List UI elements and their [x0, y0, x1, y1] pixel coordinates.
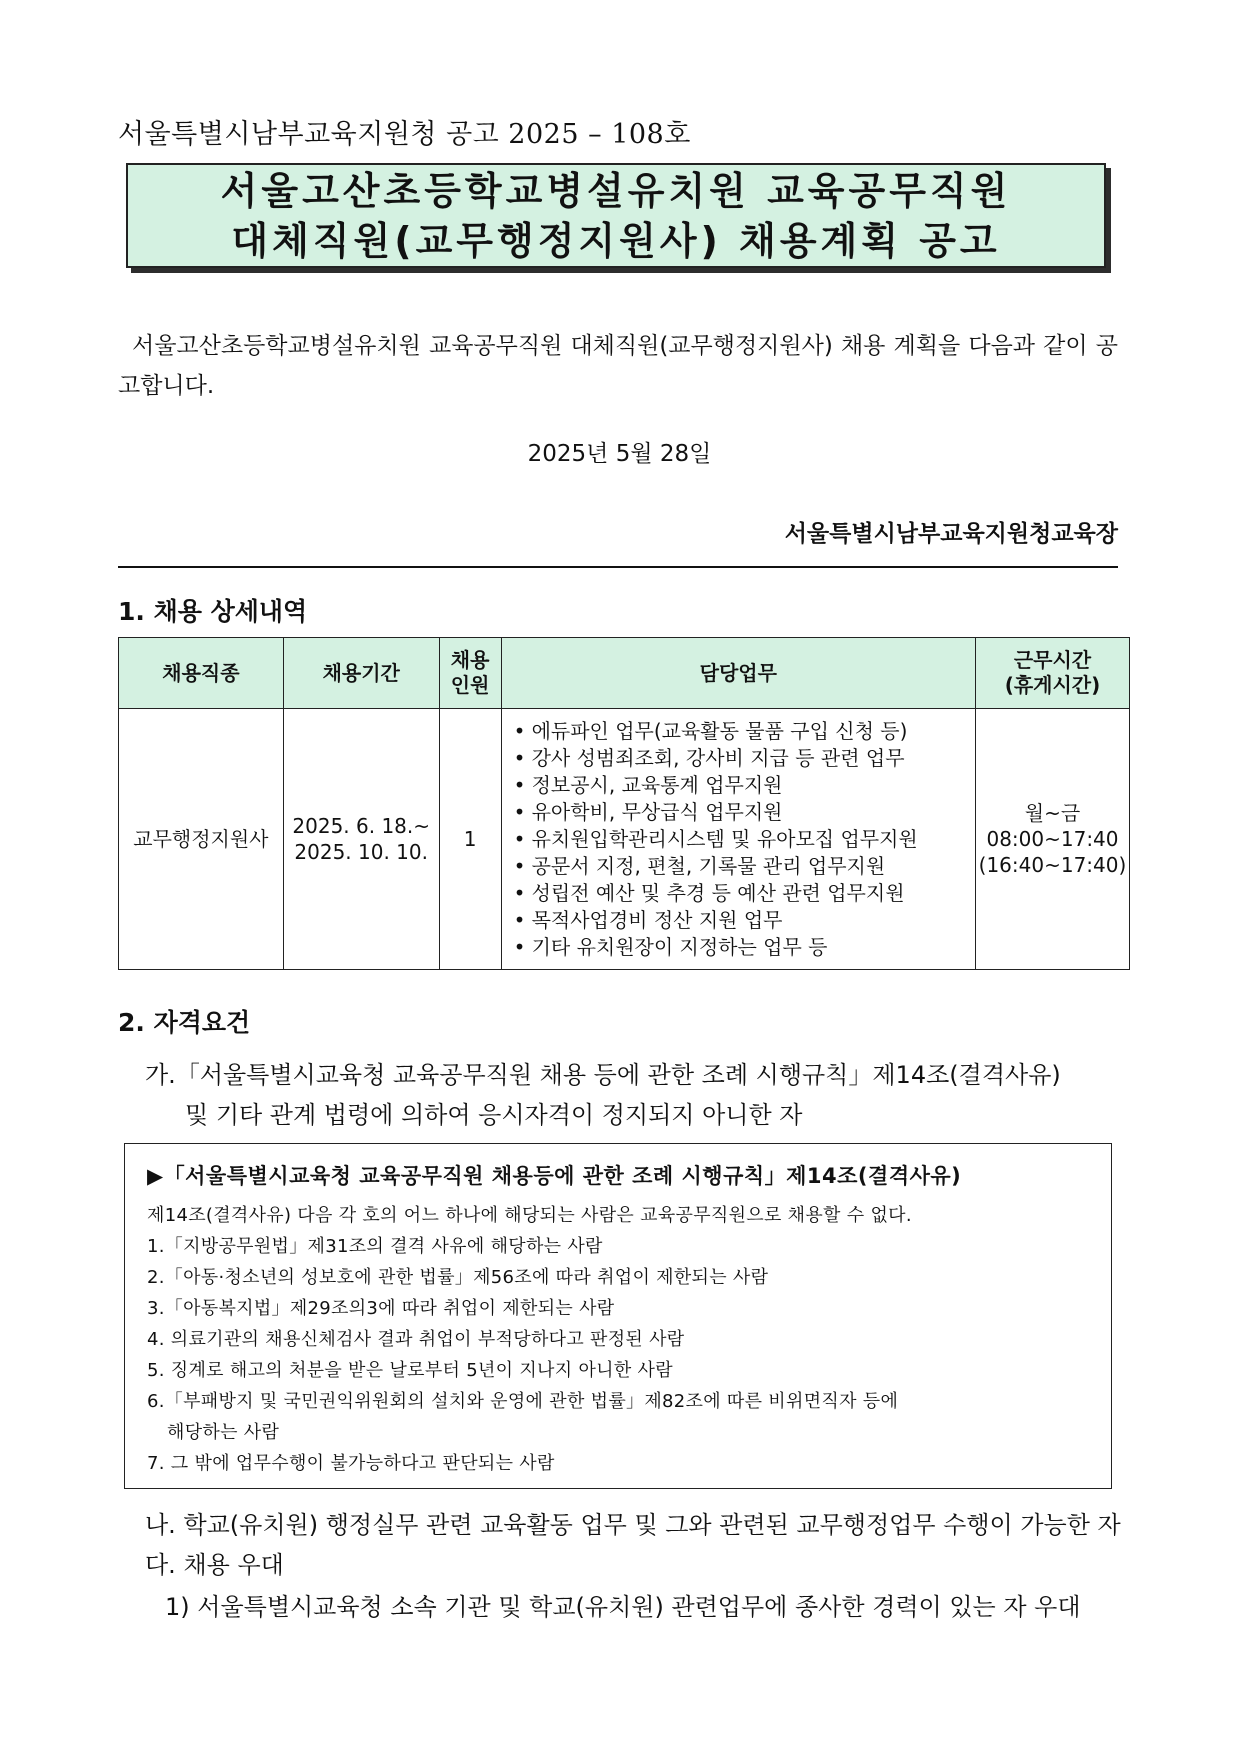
- work-hours: 08:00~17:40: [986, 827, 1119, 851]
- list-item: • 목적사업경비 정산 지원 업무: [514, 907, 974, 934]
- law-line: 7. 그 밖에 업무수행이 불가능하다고 판단되는 사람: [147, 1453, 555, 1474]
- qualification-a: [145, 1055, 1125, 1135]
- cell-duties: [501, 709, 975, 970]
- list-item: • 정보공시, 교육통계 업무지원: [514, 772, 974, 799]
- title-line-2: 대체직원(교무행정지원사) 채용계획 공고: [231, 218, 1001, 263]
- cell-hours: [975, 709, 1129, 970]
- list-item: • 성립전 예산 및 추경 등 예산 관련 업무지원: [514, 880, 974, 907]
- list-item: • 유치원입학관리시스템 및 유아모집 업무지원: [514, 826, 974, 853]
- law-excerpt-box: [124, 1143, 1112, 1489]
- cell-headcount: 1: [439, 709, 501, 970]
- law-excerpt-title: ▶「서울특별시교육청 교육공무직원 채용등에 관한 조례 시행규칙」제14조(결격사유): [147, 1164, 962, 1188]
- preference-item-1: 1) 서울특별시교육청 소속 기관 및 학교(유치원) 관련업무에 종사한 경력이 있는 자 우대: [165, 1593, 1081, 1621]
- cell-period: [283, 709, 439, 970]
- divider: [118, 566, 1118, 568]
- list-item: • 강사 성범죄조회, 강사비 지급 등 관련 업무: [514, 745, 974, 772]
- col-header-hours: 근무시간 (휴게시간): [975, 638, 1129, 709]
- list-item: • 유아학비, 무상급식 업무지원: [514, 799, 974, 826]
- table-header-row: [119, 638, 1130, 709]
- qualification-a-line-1: 가.「서울특별시교육청 교육공무직원 채용 등에 관한 조례 시행규칙」제14조(결격사유): [145, 1061, 1061, 1089]
- law-line: 1.「지방공무원법」제31조의 결격 사유에 해당하는 사람: [147, 1236, 603, 1257]
- cell-job-type: 교무행정지원사: [119, 709, 284, 970]
- title-line-1: 서울고산초등학교병설유치원 교육공무직원: [220, 168, 1012, 213]
- period-start: 2025. 6. 18.~: [292, 814, 431, 838]
- law-line: 3.「아동복지법」제29조의3에 따라 취업이 제한되는 사람: [147, 1298, 615, 1319]
- qualification-b: 나. 학교(유치원) 행정실무 관련 교육활동 업무 및 그와 관련된 교무행정업무 수행이 가능한 자: [145, 1511, 1121, 1539]
- signer: 서울특별시남부교육지원청교육장: [784, 521, 1118, 547]
- title-box: [126, 163, 1106, 268]
- period-end: 2025. 10. 10.: [294, 840, 428, 864]
- law-line: 4. 의료기관의 채용신체검사 결과 취업이 부적당하다고 판정된 사람: [147, 1329, 685, 1350]
- law-line: 6.「부패방지 및 국민권익위원회의 설치와 운영에 관한 법률」제82조에 따른 비위면직자 등에: [147, 1391, 899, 1412]
- job-table: [118, 637, 1130, 970]
- law-line: 제14조(결격사유) 다음 각 호의 어느 하나에 해당되는 사람은 교육공무직원으로 채용할 수 없다.: [147, 1205, 912, 1226]
- notice-number: 서울특별시남부교육지원청 공고 2025 – 108호: [118, 119, 691, 150]
- section-2-heading: 2. 자격요건: [118, 1008, 251, 1037]
- law-line: 2.「아동·청소년의 성보호에 관한 법률」제56조에 따라 취업이 제한되는 사람: [147, 1267, 769, 1288]
- law-line: 5. 징계로 해고의 처분을 받은 날로부터 5년이 지나지 아니한 사람: [147, 1360, 673, 1381]
- col-header-duties: 담당업무: [501, 638, 975, 709]
- list-item: • 에듀파인 업무(교육활동 물품 구입 신청 등): [514, 718, 974, 745]
- notice-date: 2025년 5월 28일: [527, 441, 712, 467]
- intro-paragraph: 서울고산초등학교병설유치원 교육공무직원 대체직원(교무행정지원사) 채용 계획을 다음과 같이 공고합니다.: [118, 333, 1118, 399]
- list-item: • 기타 유치원장이 지정하는 업무 등: [514, 934, 974, 961]
- law-line: 해당하는 사람: [167, 1422, 280, 1443]
- break-hours: (16:40~17:40): [978, 853, 1127, 877]
- duty-list: [514, 718, 974, 961]
- col-header-job-type: 채용직종: [119, 638, 284, 709]
- section-1-heading: 1. 채용 상세내역: [118, 597, 308, 626]
- list-item: • 공문서 지정, 편철, 기록물 관리 업무지원: [514, 853, 974, 880]
- col-header-period: 채용기간: [283, 638, 439, 709]
- col-header-headcount: 채용 인원: [439, 638, 501, 709]
- qualification-a-line-2: 및 기타 관계 법령에 의하여 응시자격이 정지되지 아니한 자: [185, 1101, 803, 1129]
- preference-heading: 다. 채용 우대: [145, 1551, 284, 1579]
- table-row: [119, 709, 1130, 970]
- work-days: 월~금: [1024, 801, 1081, 825]
